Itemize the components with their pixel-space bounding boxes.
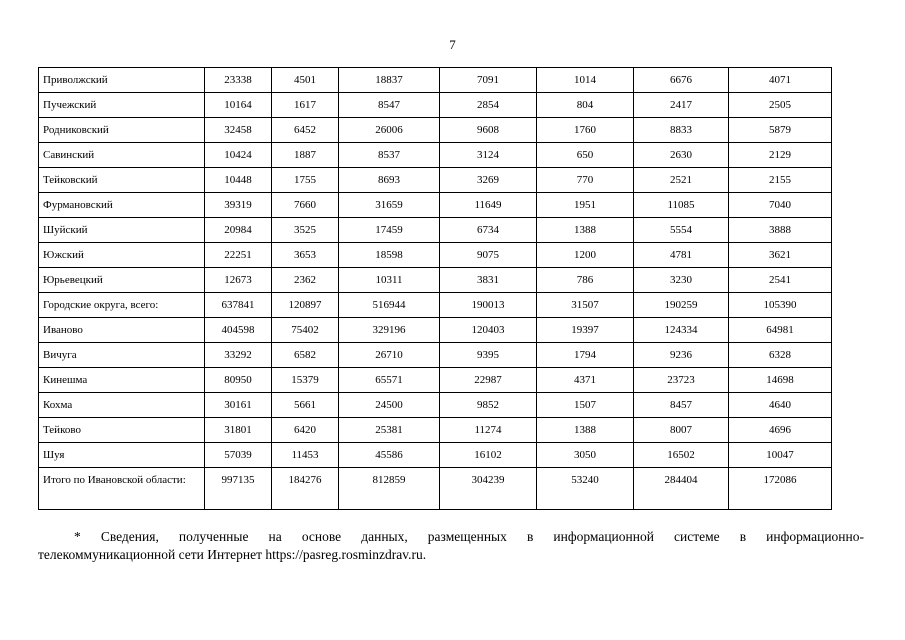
value-cell: 31801 — [205, 418, 272, 443]
value-cell: 15379 — [272, 368, 339, 393]
value-cell: 1760 — [537, 118, 634, 143]
value-cell: 23338 — [205, 68, 272, 93]
value-cell: 53240 — [537, 468, 634, 510]
row-name-cell: Приволжский — [39, 68, 205, 93]
value-cell: 8833 — [634, 118, 729, 143]
value-cell: 6582 — [272, 343, 339, 368]
table-row — [39, 343, 832, 368]
value-cell: 4696 — [729, 418, 832, 443]
value-cell: 3525 — [272, 218, 339, 243]
value-cell: 23723 — [634, 368, 729, 393]
value-cell: 8693 — [339, 168, 440, 193]
value-cell: 404598 — [205, 318, 272, 343]
value-cell: 8547 — [339, 93, 440, 118]
value-cell: 17459 — [339, 218, 440, 243]
value-cell: 10448 — [205, 168, 272, 193]
value-cell: 31659 — [339, 193, 440, 218]
value-cell: 4371 — [537, 368, 634, 393]
value-cell: 1951 — [537, 193, 634, 218]
table-row — [39, 118, 832, 143]
value-cell: 2630 — [634, 143, 729, 168]
value-cell: 9395 — [440, 343, 537, 368]
value-cell: 6420 — [272, 418, 339, 443]
row-name-cell: Шуя — [39, 443, 205, 468]
value-cell: 1794 — [537, 343, 634, 368]
value-cell: 8007 — [634, 418, 729, 443]
value-cell: 31507 — [537, 293, 634, 318]
row-name-cell: Южский — [39, 243, 205, 268]
value-cell: 9075 — [440, 243, 537, 268]
footnote — [38, 528, 864, 564]
value-cell: 1200 — [537, 243, 634, 268]
value-cell: 11453 — [272, 443, 339, 468]
table-body — [39, 68, 832, 510]
value-cell: 10047 — [729, 443, 832, 468]
value-cell: 16102 — [440, 443, 537, 468]
table-row — [39, 368, 832, 393]
value-cell: 8537 — [339, 143, 440, 168]
value-cell: 10164 — [205, 93, 272, 118]
value-cell: 812859 — [339, 468, 440, 510]
value-cell: 2362 — [272, 268, 339, 293]
value-cell: 124334 — [634, 318, 729, 343]
value-cell: 18598 — [339, 243, 440, 268]
table-row — [39, 418, 832, 443]
value-cell: 3831 — [440, 268, 537, 293]
table-row — [39, 68, 832, 93]
value-cell: 9236 — [634, 343, 729, 368]
value-cell: 6676 — [634, 68, 729, 93]
table-row — [39, 268, 832, 293]
table-row — [39, 393, 832, 418]
value-cell: 3230 — [634, 268, 729, 293]
value-cell: 26710 — [339, 343, 440, 368]
value-cell: 11649 — [440, 193, 537, 218]
table-row — [39, 193, 832, 218]
row-name-cell: Тейковский — [39, 168, 205, 193]
value-cell: 4071 — [729, 68, 832, 93]
value-cell: 329196 — [339, 318, 440, 343]
value-cell: 3269 — [440, 168, 537, 193]
value-cell: 6452 — [272, 118, 339, 143]
value-cell: 25381 — [339, 418, 440, 443]
value-cell: 9852 — [440, 393, 537, 418]
table-row — [39, 293, 832, 318]
row-name-cell: Итого по Ивановской области: — [39, 468, 205, 510]
value-cell: 65571 — [339, 368, 440, 393]
row-name-cell: Савинский — [39, 143, 205, 168]
value-cell: 11085 — [634, 193, 729, 218]
table-row — [39, 443, 832, 468]
value-cell: 1388 — [537, 418, 634, 443]
value-cell: 190013 — [440, 293, 537, 318]
page-number: 7 — [449, 37, 456, 52]
row-name-cell: Пучежский — [39, 93, 205, 118]
value-cell: 1507 — [537, 393, 634, 418]
value-cell: 32458 — [205, 118, 272, 143]
value-cell: 6328 — [729, 343, 832, 368]
value-cell: 2155 — [729, 168, 832, 193]
value-cell: 120403 — [440, 318, 537, 343]
table-row — [39, 468, 832, 510]
value-cell: 2505 — [729, 93, 832, 118]
value-cell: 26006 — [339, 118, 440, 143]
value-cell: 14698 — [729, 368, 832, 393]
value-cell: 20984 — [205, 218, 272, 243]
value-cell: 3124 — [440, 143, 537, 168]
population-table — [38, 67, 832, 510]
value-cell: 5661 — [272, 393, 339, 418]
value-cell: 2541 — [729, 268, 832, 293]
row-name-cell: Юрьевецкий — [39, 268, 205, 293]
value-cell: 1755 — [272, 168, 339, 193]
value-cell: 10311 — [339, 268, 440, 293]
value-cell: 516944 — [339, 293, 440, 318]
value-cell: 39319 — [205, 193, 272, 218]
value-cell: 16502 — [634, 443, 729, 468]
value-cell: 18837 — [339, 68, 440, 93]
footnote-line-2: телекоммуникационной сети Интернет https://pasreg.rosminzdrav.ru. — [38, 547, 427, 562]
value-cell: 3888 — [729, 218, 832, 243]
row-name-cell: Кинешма — [39, 368, 205, 393]
value-cell: 64981 — [729, 318, 832, 343]
value-cell: 1887 — [272, 143, 339, 168]
value-cell: 4781 — [634, 243, 729, 268]
value-cell: 172086 — [729, 468, 832, 510]
table-row — [39, 218, 832, 243]
value-cell: 2521 — [634, 168, 729, 193]
value-cell: 7091 — [440, 68, 537, 93]
value-cell: 8457 — [634, 393, 729, 418]
row-name-cell: Иваново — [39, 318, 205, 343]
table-row — [39, 243, 832, 268]
value-cell: 284404 — [634, 468, 729, 510]
value-cell: 3653 — [272, 243, 339, 268]
value-cell: 10424 — [205, 143, 272, 168]
row-name-cell: Тейково — [39, 418, 205, 443]
table-row — [39, 318, 832, 343]
value-cell: 22251 — [205, 243, 272, 268]
value-cell: 5554 — [634, 218, 729, 243]
value-cell: 637841 — [205, 293, 272, 318]
value-cell: 45586 — [339, 443, 440, 468]
value-cell: 1388 — [537, 218, 634, 243]
value-cell: 22987 — [440, 368, 537, 393]
value-cell: 6734 — [440, 218, 537, 243]
value-cell: 770 — [537, 168, 634, 193]
value-cell: 190259 — [634, 293, 729, 318]
value-cell: 184276 — [272, 468, 339, 510]
value-cell: 1617 — [272, 93, 339, 118]
value-cell: 19397 — [537, 318, 634, 343]
value-cell: 75402 — [272, 318, 339, 343]
row-name-cell: Вичуга — [39, 343, 205, 368]
value-cell: 5879 — [729, 118, 832, 143]
value-cell: 7660 — [272, 193, 339, 218]
value-cell: 120897 — [272, 293, 339, 318]
value-cell: 11274 — [440, 418, 537, 443]
table-row — [39, 93, 832, 118]
table-row — [39, 143, 832, 168]
value-cell: 80950 — [205, 368, 272, 393]
value-cell: 105390 — [729, 293, 832, 318]
value-cell: 7040 — [729, 193, 832, 218]
value-cell: 997135 — [205, 468, 272, 510]
value-cell: 4640 — [729, 393, 832, 418]
row-name-cell: Шуйский — [39, 218, 205, 243]
row-name-cell: Кохма — [39, 393, 205, 418]
value-cell: 804 — [537, 93, 634, 118]
value-cell: 1014 — [537, 68, 634, 93]
row-name-cell: Фурмановский — [39, 193, 205, 218]
value-cell: 2417 — [634, 93, 729, 118]
footnote-line-1: * Сведения, полученные на основе данных, размещенных в информационной системе в информационно- — [74, 529, 864, 544]
value-cell: 3621 — [729, 243, 832, 268]
value-cell: 33292 — [205, 343, 272, 368]
value-cell: 2854 — [440, 93, 537, 118]
value-cell: 12673 — [205, 268, 272, 293]
row-name-cell: Городские округа, всего: — [39, 293, 205, 318]
value-cell: 30161 — [205, 393, 272, 418]
value-cell: 786 — [537, 268, 634, 293]
value-cell: 650 — [537, 143, 634, 168]
value-cell: 57039 — [205, 443, 272, 468]
value-cell: 2129 — [729, 143, 832, 168]
value-cell: 9608 — [440, 118, 537, 143]
value-cell: 3050 — [537, 443, 634, 468]
value-cell: 24500 — [339, 393, 440, 418]
table-row — [39, 168, 832, 193]
value-cell: 4501 — [272, 68, 339, 93]
row-name-cell: Родниковский — [39, 118, 205, 143]
value-cell: 304239 — [440, 468, 537, 510]
